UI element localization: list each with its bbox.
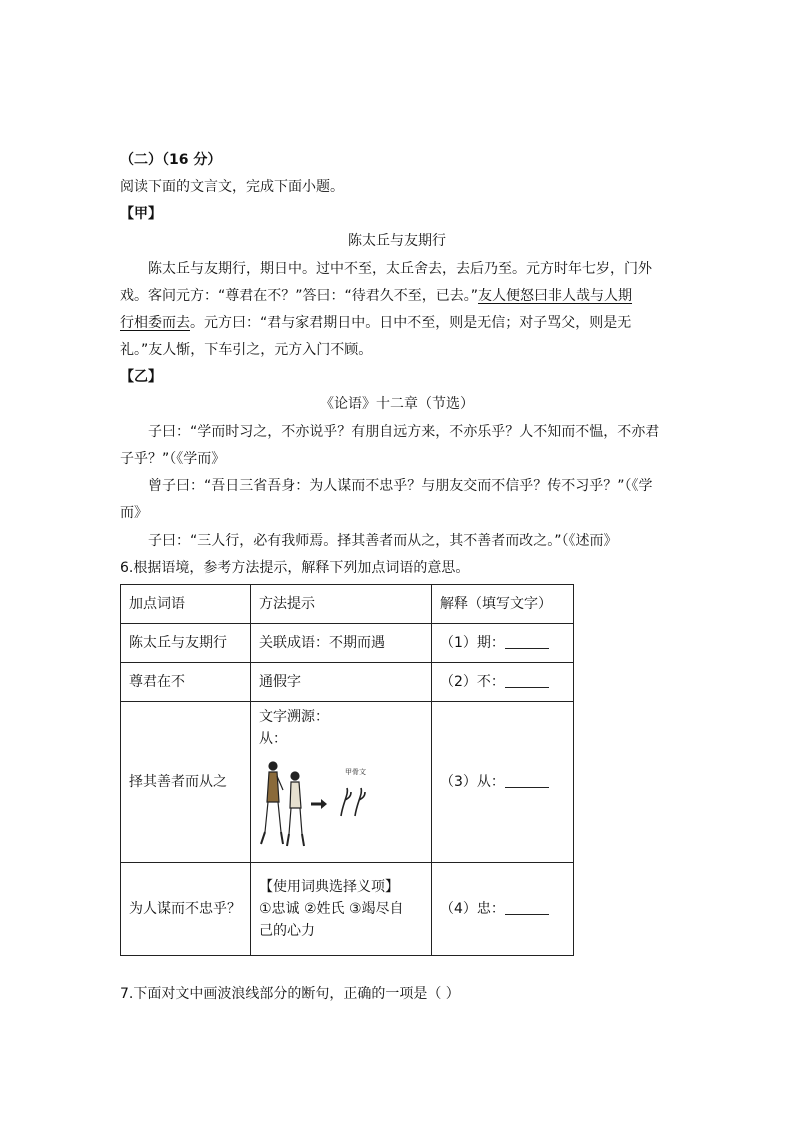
answer-label: （3）从：: [440, 774, 505, 790]
hint-line: 从：: [259, 731, 287, 747]
person-icon: [287, 772, 304, 846]
hint-line: 己的心力: [259, 923, 315, 939]
yi-label: 【乙】: [120, 369, 162, 385]
answer-label: （2）不：: [440, 674, 505, 690]
jia-line-3-text: 。元方曰：“君与家君期日中。日中不至，则是无信；对子骂父，则是无: [190, 315, 632, 331]
answer-blank[interactable]: [505, 900, 549, 915]
table-header-row: [121, 585, 574, 624]
person-icon: [261, 762, 283, 844]
answer-blank[interactable]: [505, 634, 549, 649]
jia-label: 【甲】: [120, 206, 162, 222]
arrow-right-icon: [311, 799, 327, 809]
table-header-cell: 方法提示: [251, 585, 432, 624]
table-row: [121, 624, 574, 663]
vocab-table: [120, 584, 574, 956]
answer-cell: [432, 663, 574, 702]
word-cell: 为人谋而不忠乎？: [121, 863, 251, 956]
question-6: 6.根据语境，参考方法提示，解释下列加点词语的意思。: [120, 560, 470, 576]
jia-line-3: [120, 313, 631, 333]
jia-title: 陈太丘与友期行: [348, 233, 446, 249]
answer-cell: [432, 702, 574, 863]
yi-line-2: 子乎？”（《学而》: [120, 451, 226, 467]
hint-line: 【使用词典选择义项】: [259, 879, 399, 895]
answer-blank[interactable]: [505, 673, 549, 688]
hint-line: ①忠诚 ②姓氏 ③竭尽自: [259, 901, 404, 917]
yi-title: 《论语》十二章（节选）: [320, 396, 474, 412]
hint-cell: [251, 702, 432, 863]
hint-cell: 关联成语：不期而遇: [251, 624, 432, 663]
question-7: 7.下面对文中画波浪线部分的断句，正确的一项是（ ）: [120, 986, 460, 1002]
answer-label: （1）期：: [440, 635, 505, 651]
yi-line-4: 而》: [120, 505, 148, 521]
jia-line-2: [120, 286, 632, 306]
table-row: [121, 863, 574, 956]
table-row: [121, 663, 574, 702]
wavy-underline-part-2: 行相委而去: [120, 315, 190, 331]
hint-line: 文字溯源：: [259, 709, 329, 725]
word-cell: 择其善者而从之: [121, 702, 251, 863]
table-header-cell: 解释（填写文字）: [432, 585, 574, 624]
wavy-underline-part-1: 友人便怒曰非人哉与人期: [478, 288, 633, 304]
word-cell: 尊君在不: [121, 663, 251, 702]
answer-blank[interactable]: [505, 773, 549, 788]
jia-line-2-text: 戏。客问元方：“尊君在不？”答曰：“待君久不至，已去。”: [120, 288, 479, 304]
yi-line-3: 曾子曰：“吾日三省吾身：为人谋而不忠乎？与朋友交而不信乎？传不习乎？”（《学: [148, 478, 653, 494]
oracle-label: 甲骨文: [345, 768, 366, 776]
section-instruction: 阅读下面的文言文，完成下面小题。: [120, 179, 344, 195]
answer-label: （4）忠：: [440, 901, 505, 917]
answer-cell: [432, 624, 574, 663]
jia-line-4: 礼。”友人惭，下车引之，元方入门不顾。: [120, 342, 373, 358]
jia-line-1: 陈太丘与友期行，期日中。过中不至，太丘舍去，去后乃至。元方时年七岁，门外: [148, 261, 652, 277]
section-heading: （二）（16 分）: [120, 152, 222, 168]
word-cell: 陈太丘与友期行: [121, 624, 251, 663]
oracle-bone-figure: [259, 754, 379, 854]
table-header-cell: 加点词语: [121, 585, 251, 624]
answer-cell: [432, 863, 574, 956]
yi-line-5: 子曰：“三人行，必有我师焉。择其善者而从之，其不善者而改之。”（《述而》: [148, 533, 618, 549]
oracle-glyph: [341, 788, 365, 816]
yi-line-1: 子曰：“学而时习之，不亦说乎？有朋自远方来，不亦乐乎？人不知而不愠，不亦君: [148, 424, 660, 440]
hint-cell: [251, 863, 432, 956]
hint-cell: 通假字: [251, 663, 432, 702]
table-row: [121, 702, 574, 863]
